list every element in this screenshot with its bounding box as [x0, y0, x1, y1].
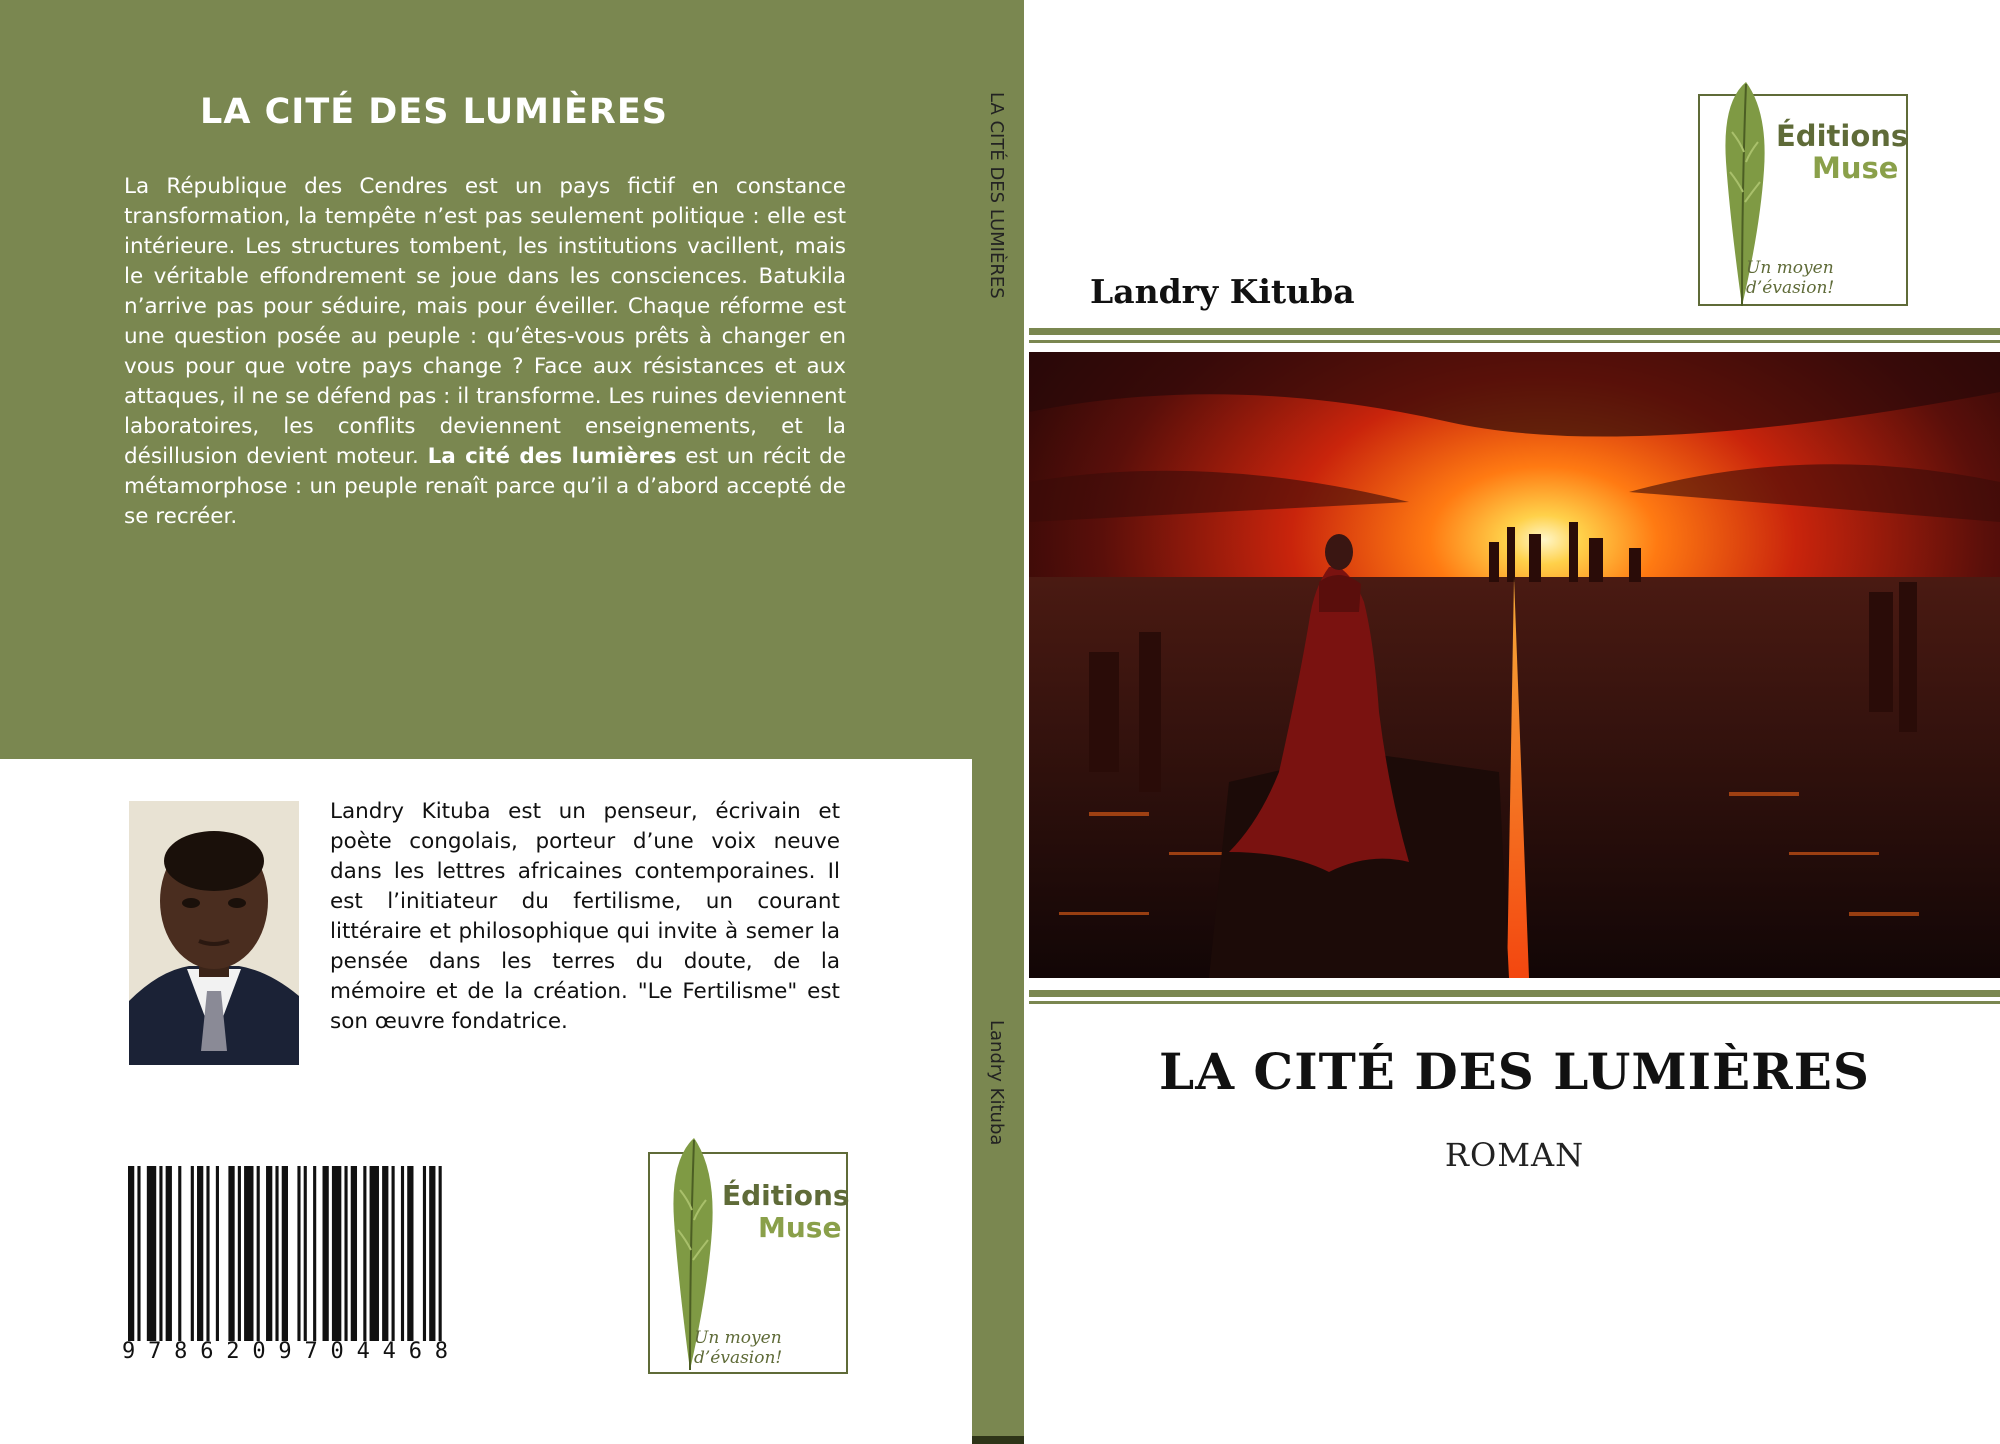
isbn-digit: 0	[252, 1339, 266, 1364]
back-cover-title: LA CITÉ DES LUMIÈRES	[200, 92, 668, 132]
barcode	[128, 1166, 448, 1356]
barcode-bar	[244, 1166, 253, 1341]
spine-author: Landry Kituba	[986, 1020, 1007, 1146]
summary-text: La République des Cendres est un pays fictif en constance transformation, la tempête n’est pas seulement politique : elle est intérieure. Les structures tombent, les institutions vacillent, mais le véritable effondrement se joue dans les consciences. Batukila n’arrive pas pour séduire, mais pour éveiller. Chaque réforme est une question posée au peuple : qu’êtes-vous prêts à changer en vous pour que votre pays change ? Face aux résistances et aux attaques, il ne se défend pas : il transforme. Les ruines deviennent laboratoires, les conflits deviennent enseignements, et la désillusion devient moteur.	[124, 174, 846, 469]
divider-top-2	[1029, 340, 2000, 343]
barcode-bar	[323, 1166, 329, 1341]
isbn-digit: 0	[330, 1339, 344, 1364]
barcode-bar	[392, 1166, 395, 1341]
spine-title: LA CITÉ DES LUMIÈRES	[986, 92, 1007, 299]
barcode-bar	[178, 1166, 181, 1341]
barcode-bar	[166, 1166, 172, 1341]
barcode-bar	[297, 1166, 300, 1341]
barcode-bar	[423, 1166, 426, 1341]
front-cover-title: LA CITÉ DES LUMIÈRES	[1159, 1042, 1870, 1101]
barcode-bar	[363, 1166, 366, 1341]
isbn-digit: 9	[278, 1339, 292, 1364]
barcode-bar	[429, 1166, 435, 1341]
isbn-digit: 4	[356, 1339, 370, 1364]
logo-word-muse: Muse	[758, 1211, 842, 1244]
logo-word-editions: Éditions	[722, 1179, 850, 1212]
isbn-digit: 7	[304, 1339, 318, 1364]
barcode-bar	[275, 1166, 278, 1341]
isbn-digit: 8	[174, 1339, 188, 1364]
publisher-logo-front	[1698, 94, 1908, 306]
barcode-bar	[266, 1166, 272, 1341]
barcode-bar	[401, 1166, 404, 1341]
isbn-digit: 6	[408, 1339, 422, 1364]
isbn-digit: 6	[200, 1339, 214, 1364]
isbn-digit: 8	[434, 1339, 448, 1364]
book-summary	[124, 172, 846, 532]
barcode-bar	[128, 1166, 134, 1341]
summary-text-end: est un récit de métamorphose : un peuple renaît parce qu’il a d’abord accepté de se recréer.	[124, 444, 847, 529]
front-cover-author: Landry Kituba	[1090, 272, 1355, 311]
barcode-bar	[313, 1166, 316, 1341]
barcode-bar	[238, 1166, 241, 1341]
barcode-bar	[191, 1166, 194, 1341]
divider-bottom-1	[1029, 990, 2000, 997]
barcode-bar	[147, 1166, 156, 1341]
author-photo	[129, 801, 299, 1065]
barcode-bar	[344, 1166, 347, 1341]
barcode-bar	[216, 1166, 219, 1341]
barcode-bar	[206, 1166, 209, 1341]
logo-tagline: Un moyen d’évasion!	[694, 1328, 783, 1368]
cover-illustration	[1029, 352, 2000, 978]
barcode-bar	[407, 1166, 413, 1341]
isbn-digits	[122, 1339, 448, 1364]
barcode-bar	[228, 1166, 234, 1341]
barcode-bar	[257, 1166, 260, 1341]
divider-bottom-2	[1029, 1001, 2000, 1004]
barcode-bar	[304, 1166, 307, 1341]
barcode-bar	[351, 1166, 357, 1341]
front-cover-subtitle: ROMAN	[1444, 1136, 1585, 1174]
divider-top-1	[1029, 328, 2000, 335]
logo-tagline: Un moyen d’évasion!	[1746, 258, 1835, 298]
isbn-digit: 7	[148, 1339, 162, 1364]
barcode-bar	[159, 1166, 162, 1341]
logo-word-editions: Éditions	[1776, 119, 1909, 153]
barcode-bar	[197, 1166, 203, 1341]
barcode-bar	[332, 1166, 341, 1341]
author-bio: Landry Kituba est un penseur, écrivain et poète congolais, porteur d’une voix neuve dans les lettres africaines contemporaines. Il est l’initiateur du fertilisme, un courant littéraire et philosophique qui invite à semer la pensée dans les terres du doute, de la mémoire et de la création. "Le Fertilisme" est son œuvre fondatrice.	[330, 799, 840, 1034]
barcode-bar	[282, 1166, 288, 1341]
isbn-digit: 2	[226, 1339, 240, 1364]
summary-bold-title: La cité des lumières	[427, 444, 677, 469]
barcode-bar	[370, 1166, 379, 1341]
logo-word-muse: Muse	[1812, 151, 1899, 185]
spine-edge	[972, 1436, 1024, 1444]
barcode-bar	[137, 1166, 140, 1341]
barcode-bar	[439, 1166, 442, 1341]
isbn-digit: 9	[122, 1339, 136, 1364]
barcode-bar	[382, 1166, 388, 1341]
publisher-logo-back	[648, 1152, 848, 1374]
isbn-digit: 4	[382, 1339, 396, 1364]
